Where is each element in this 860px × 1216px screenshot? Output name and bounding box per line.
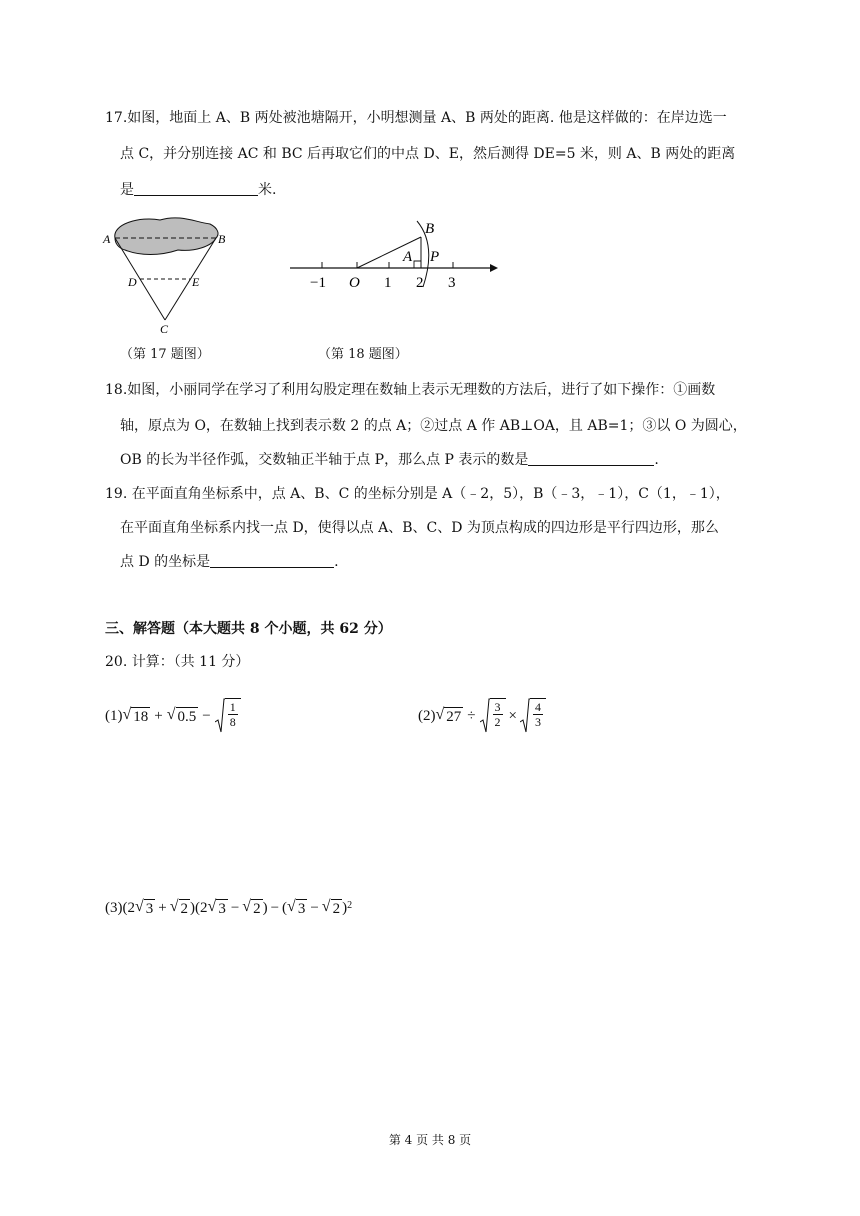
q20-1-label: (1) xyxy=(105,708,123,724)
minus-sign-3: − xyxy=(230,900,240,916)
sqrt-2-c: √ 2 xyxy=(321,897,341,917)
sqrt-3-c: √ 3 xyxy=(287,897,306,917)
minus-sign-3c: − xyxy=(310,900,319,916)
q17-line-3-prefix: 是 xyxy=(120,182,134,198)
divide-sign: ÷ xyxy=(467,708,476,724)
expr-open-1: (2 xyxy=(122,900,135,916)
q18-answer-blank xyxy=(528,451,654,466)
q18-line-2: 轴，原点为 O，在数轴上找到表示数 2 的点 A；②过点 A 作 AB⊥OA，且 AB=1；③以 O 为圆心， xyxy=(120,418,747,434)
sqrt-18: √ 18 xyxy=(122,705,149,725)
expr-open-2: ( xyxy=(282,900,288,916)
expr-mid: )(2 xyxy=(190,900,208,916)
axis-arrow xyxy=(490,264,498,272)
q18-line-3 xyxy=(120,450,659,470)
q19-line-3-prefix: 点 D 的坐标是 xyxy=(120,554,211,570)
tick-label-neg1: −1 xyxy=(310,275,326,291)
tick-label-o: O xyxy=(349,275,360,291)
label-a: A xyxy=(103,232,111,246)
page-footer: 第 4 页 共 8 页 xyxy=(388,1133,472,1147)
q17-figure xyxy=(100,210,230,335)
q18-caption: （第 18 题图） xyxy=(318,347,408,362)
q17-line-2: 点 C，并分别连接 AC 和 BC 后再取它们的中点 D、E，然后测得 DE=5 米，则 A、B 两处的距离 xyxy=(120,146,736,162)
sqrt-four-thirds: $\frac{4}{3}$ xyxy=(520,698,546,734)
minus-sign-3b: − xyxy=(270,900,280,916)
q17-caption: （第 17 题图） xyxy=(120,347,210,362)
q19-line-1: 19. 在平面直角坐标系中，点 A、B、C 的坐标分别是 A（﹣2，5），B（﹣3，﹣1），C（1，﹣1）， xyxy=(105,486,730,502)
q17-line-3 xyxy=(120,180,276,200)
q18-line-3-prefix: OB 的长为半径作弧，交数轴正半轴于点 P，那么点 P 表示的数是 xyxy=(120,452,529,468)
label-e: E xyxy=(192,275,200,289)
tick-label-1: 1 xyxy=(384,275,392,291)
tick-label-3: 3 xyxy=(448,275,456,291)
plus-sign-3: + xyxy=(158,900,167,916)
label-b18: B xyxy=(425,221,435,237)
pond-shape xyxy=(115,218,218,255)
sqrt-27: √ 27 xyxy=(435,705,462,725)
label-d: D xyxy=(128,275,137,289)
q19-line-3-suffix: . xyxy=(334,554,339,570)
label-a18: A xyxy=(403,249,413,265)
q18-line-1: 18.如图，小丽同学在学习了利用勾股定理在数轴上表示无理数的方法后，进行了如下操作：①画数 xyxy=(105,382,716,398)
sqrt-3-a: √ 3 xyxy=(135,897,154,917)
q20-2-label: (2) xyxy=(418,708,436,724)
q20-part-3 xyxy=(105,896,352,920)
q20-title: 20. 计算：（共 11 分） xyxy=(105,654,250,670)
label-b: B xyxy=(218,232,226,246)
q19-line-2: 在平面直角坐标系内找一点 D，使得以点 A、B、C、D 为顶点构成的四边形是平行四边形，那么 xyxy=(120,520,719,536)
q18-line-3-suffix: . xyxy=(654,452,659,468)
label-c: C xyxy=(160,322,169,335)
times-sign: × xyxy=(508,708,517,724)
exponent: 2 xyxy=(347,900,353,911)
section-3-title: 三、解答题（本大题共 8 个小题，共 62 分） xyxy=(105,621,392,637)
expr-close-1: ) xyxy=(262,900,268,916)
plus-sign: + xyxy=(154,708,163,724)
sqrt-three-halves: $\frac{3}{2}$ xyxy=(480,698,506,734)
sqrt-2-b: √ 2 xyxy=(242,897,261,917)
q20-part-1 xyxy=(105,698,241,734)
minus-sign: − xyxy=(202,708,211,724)
sqrt-3-b: √ 3 xyxy=(207,897,226,917)
tick-label-2: 2 xyxy=(416,275,424,291)
q18-figure xyxy=(285,215,500,295)
q20-3-label: (3) xyxy=(105,900,123,916)
expr-close-2: ) xyxy=(342,900,348,916)
q17-line-3-suffix: 米. xyxy=(258,182,277,198)
label-p18: P xyxy=(430,249,440,265)
sqrt-0-5: √ 0.5 xyxy=(166,705,197,725)
q20-part-2 xyxy=(418,698,546,734)
sqrt-one-eighth: $\frac{1}{8}$ xyxy=(215,698,241,734)
q19-answer-blank xyxy=(210,553,334,568)
sqrt-2-a: √ 2 xyxy=(169,897,189,917)
q19-line-3 xyxy=(120,552,339,572)
q17-answer-blank xyxy=(134,181,258,196)
q17-line-1: 17.如图，地面上 A、B 两处被池塘隔开，小明想测量 A、B 两处的距离. 他是这样做的：在岸边选一 xyxy=(105,110,727,126)
right-angle-mark xyxy=(414,261,421,268)
